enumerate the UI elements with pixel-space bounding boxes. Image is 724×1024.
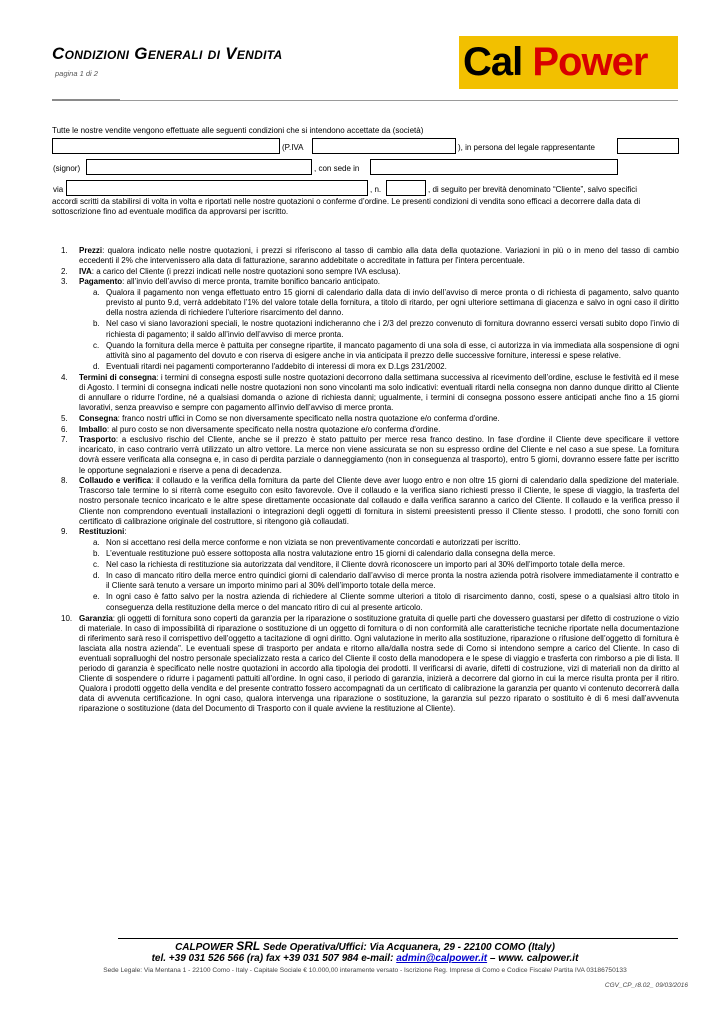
footer-legal: Sede Legale: Via Mentana 1 - 22100 Como - Italy - Capitale Sociale € 10.000,00 interamente versato - Iscrizione Reg. Imprese di Como e Codice Fiscale/ Partita IVA 03186750133	[103, 967, 627, 974]
condition-title: Imballo	[79, 424, 108, 434]
sede-label: , con sede in	[314, 164, 360, 173]
condition-title: Garanzia	[79, 613, 113, 623]
street-number-label: , n.	[370, 185, 382, 194]
cliente-label: , di seguito per brevità denominato “Cliente”, salvo specifici	[428, 185, 637, 194]
document-code: CGV_CP_r8.02_ 09/03/2016	[604, 982, 688, 989]
header-divider-accent	[52, 99, 120, 101]
condition-item	[52, 425, 679, 435]
condition-text: : a carico del Cliente (i prezzi indicati nelle nostre quotazioni sono sempre IVA esclusa).	[91, 266, 401, 276]
condition-title: Pagamento	[79, 277, 123, 287]
condition-subitem	[52, 560, 679, 570]
piva-label: (P.IVA	[282, 143, 304, 152]
condition-item	[52, 373, 679, 413]
sede-field[interactable]	[370, 159, 618, 175]
subitem-text: Nel caso la richiesta di restituzione sia autorizzata dal venditore, il Cliente dovrà riconoscere un importo pari al 30% dell’importo totale della merce.	[106, 560, 625, 570]
condition-title: IVA	[79, 266, 92, 276]
page-number: pagina 1 di 2	[55, 69, 98, 78]
condition-subitem	[52, 362, 679, 372]
form-tail-text: accordi scritti da stabilirsi di volta in volta e riportati nelle nostre quotazioni o conferme d’ordine. Le presenti condizioni di vendita sono efficaci a decorrere dalla data di sottoscrizione fino ad eventuale modifica da approvarsi per iscritto.	[52, 197, 641, 216]
subitem-text: Qualora il pagamento non venga effettuato entro 15 giorni di calendario dalla data di invio dell’avviso di merce pronta o di richiesta di pagamento, salvo quanto previsto al punto 9.d, verrà addebitato l’1% del valore totale della fornitura, a titolo di ritardo, per ogni ulteriore settimana di giacenza e salvo in ogni caso il diritto della nostra azienda di richiedere l’ulteriore risarcimento del danno.	[106, 288, 679, 318]
subitem-letter: a.	[93, 537, 100, 547]
condition-number: 8.	[61, 476, 68, 486]
footer-company: CALPOWER	[175, 942, 234, 953]
condition-item	[52, 414, 679, 424]
condition-number: 6.	[61, 424, 68, 434]
condition-title: Restituzioni	[79, 527, 125, 537]
subitem-letter: a.	[93, 288, 100, 298]
condition-item	[52, 614, 679, 715]
condition-subitem	[52, 592, 679, 612]
condition-text: : i termini di consegna esposti sulle nostre quotazioni decorrono dalla settimana successiva al ricevimento dell’ordine, escluse le festività ed il mese di Agosto. I termini di consegna indicati nelle nostre quotazioni non sono vincolanti ma solo indicativi: eventuali ritardi nella consegna non danno dunque diritto al Cliente di annullare o ridurre l'ordine, né a qualsiasi domanda o azione di richiesta danni; ugualmente, i termini di consegna possono essere anticipati anche fino a 15 giorni lavorativi, senza preavviso e sempre con pagamento all’invio dell’avviso di merce pronta.	[79, 372, 679, 413]
footer-address-line	[52, 939, 678, 953]
condition-number: 9.	[61, 527, 68, 537]
condition-text: : il collaudo e la verifica della fornitura da parte del Cliente deve aver luogo entro e non oltre 15 giorni di calendario dalla spedizione del materiale. Trascorso tale termine lo si riterrà come eseguito con esito favorevole. Ove il collaudo e la verifica siano richiesti presso il Cliente, le spese di viaggio, la trasferta del nostro personale tecnico incaricato e le altre spese direttamente occasionate dal collaudo e dalla verifica saranno a carico del Cliente. Il collaudo e la verifica presso il Cliente non comprendono eventuali installazioni o integrazioni degli oggetti di fornitura in sistemi preesistenti presso il Cliente stesso. I prodotti, che sono forniti con certificato di calibrazione originale del costruttore, si ritengono già collaudati.	[79, 476, 679, 526]
subitem-letter: b.	[93, 319, 100, 329]
condition-subitem	[52, 571, 679, 591]
conditions-list	[52, 246, 679, 715]
condition-text: : a esclusivo rischio del Cliente, anche se il prezzo è stato pattuito per merce resa franco destino. In fase d'ordine il Cliente deve specificare il vettore incaricato, in caso contrario verrà utilizzato un altro vettore. La merce non viene assicurata se non su espresso ordine del Cliente e nel caso a sue spese. La fornitura dovrà essere verificata alla consegna e, in caso di perdita parziale o danneggiamento (non in conseguenza al trasporto), entro 5 giorni, dovranno essere fatte per iscritto le opportune segnalazioni e riserve a pena di decadenza.	[79, 435, 679, 475]
condition-number: 1.	[61, 246, 68, 255]
condition-title: Consegna	[79, 413, 118, 423]
condition-subitem	[52, 549, 679, 559]
condition-subitem	[52, 341, 679, 361]
page-title: Condizioni Generali di Vendita	[52, 44, 283, 63]
condition-number: 5.	[61, 413, 68, 423]
condition-title: Termini di consegna	[79, 372, 157, 382]
company-field[interactable]	[52, 138, 280, 154]
condition-text: :	[124, 527, 127, 537]
via-label: via	[53, 185, 64, 194]
condition-subitem	[52, 538, 679, 548]
condition-title: Collaudo e verifica	[79, 476, 152, 486]
subitem-letter: d.	[93, 361, 100, 371]
footer-srl: SRL	[236, 939, 261, 953]
legal-rep-field[interactable]	[617, 138, 679, 154]
subitem-text: Quando la fornitura della merce è pattuita per consegne ripartite, il mancato pagamento di una sola di esse, ci autorizza in via immediata alla sospensione di ogni attività sino al pagamento del dovuto e con riserva di esigere anche in via anticipata il prezzo delle successive forniture, interessi e spese relative.	[106, 340, 679, 360]
via-field[interactable]	[66, 180, 368, 196]
condition-text: : qualora indicato nelle nostre quotazioni, i prezzi si riferiscono al tasso di cambio alla data della quotazione. Variazioni in più o in meno del tasso di cambio eccedenti il 2% che intervenissero alla data di fatturazione, saranno addebitate o accreditate in fattura per l'intera percentuale.	[79, 246, 679, 266]
condition-item	[52, 267, 679, 277]
footer-contacts-line	[52, 953, 678, 964]
subitem-text: In ogni caso è fatto salvo per la nostra azienda di richiedere al Cliente somme ulteriori a titolo di risarcimento danno, costi, spese o a qualsiasi altro titolo in conseguenza della restituzione della merce o del mancato ritiro di cui al presente articolo.	[106, 592, 679, 612]
logo-part-power: Power	[532, 40, 648, 84]
condition-item	[52, 277, 679, 287]
piva-field[interactable]	[312, 138, 456, 154]
street-number-field[interactable]	[386, 180, 426, 196]
subitem-text: Eventuali ritardi nei pagamenti comporteranno l'addebito di interessi di mora ex D.Lgs 231/2002.	[106, 361, 447, 371]
condition-item	[52, 435, 679, 475]
condition-item	[52, 527, 679, 537]
condition-text: : gli oggetti di fornitura sono coperti da garanzia per la riparazione o sostituzione gratuita di quelle parti che dovessero guastarsi per difetto di costruzione o vizio di materiale. In caso di impossibilità di riparazione o sostituzione di un oggetto di fornitura o di non conformità alle caratteristiche tecniche riportate nella documentazione di riferimento sarà reso il corrispettivo dell’oggetto a tacitazione di ogni diritto. Ogni valutazione in merito alla sostituzione, riparazione o rifusione dell’oggetto di fornitura è lasciata alla nostra azienda". Le eventuali spese di trasporto per andata e ritorno alla/dalla nostra sede di Como si intendono sempre a carico del Cliente. In caso di eventuali sopralluoghi del nostro personale specializzato resta a carico del Cliente il costo della manodopera e le spese di viaggio e trasferta con rimborso a pie di lista. Il periodo di garanzia è specificato nelle nostre quotazioni in accordo alla tipologia dei prodotti. Il verificarsi di avarie, difetti di costruzione, vizi di materiali non da diritto al Cliente di sospendere o ridurre i pagamenti pattuiti all'ordine. In ogni caso, il periodo di garanzia, inizierà a decorrere dal giorno in cui la merce risulta pronta per il ritiro. Qualora i prodotti oggetto della vendita e del presente contratto fossero accompagnati da un certificato di calibrazione la garanzia per quanto vi contenuto decorrerà dalla data di avvenuta certificazione. In ogni caso, qualora intervenga una riparazione o sostituzione, la garanzia sul pezzo riparato o sostituito è di 6 mesi dall’avvenuta riparazione o sostituzione (data del Documento di Trasporto con il quale avviene la restituzione al Cliente).	[79, 613, 679, 714]
logo-part-cal: Cal	[463, 40, 523, 84]
subitem-text: Nel caso vi siano lavorazioni speciali, le nostre quotazioni indicheranno che i 2/3 del prezzo convenuto di fornitura dovranno esserci versati subito dopo l’invio di richiesta di pagamento; il saldo all’invio dell’avviso di merce pronta.	[106, 319, 679, 339]
footer-phone-fax: tel. +39 031 526 566 (ra) fax +39 031 507 984 e-mail:	[151, 953, 394, 964]
condition-item	[52, 246, 679, 266]
condition-number: 4.	[61, 372, 68, 382]
subitem-text: Non si accettano resi della merce conforme e non viziata se non preventivamente concordati e autorizzati per iscritto.	[106, 537, 521, 547]
condition-text: : all’invio dell’avviso di merce pronta, tramite bonifico bancario anticipato.	[122, 277, 381, 287]
footer-address: Sede Operativa/Uffici: Via Acquanera, 29 - 22100 COMO (Italy)	[262, 942, 555, 953]
subitem-letter: b.	[93, 549, 100, 559]
form-intro: Tutte le nostre vendite vengono effettuate alle seguenti condizioni che si intendono accettate da (società)	[52, 126, 424, 135]
subitem-letter: e.	[93, 592, 100, 602]
footer-website: – www. calpower.it	[489, 953, 579, 964]
signor-label: (signor)	[53, 164, 81, 173]
condition-item	[52, 476, 679, 526]
condition-number: 10.	[61, 613, 73, 623]
subitem-letter: d.	[93, 571, 100, 581]
condition-text: : franco nostri uffici in Como se non diversamente specificato nella nostra quotazione e/o conferma d'ordine.	[117, 413, 500, 423]
subitem-text: L’eventuale restituzione può essere sottoposta alla nostra valutazione entro 15 giorni di calendario dalla consegna della merce.	[106, 549, 556, 559]
condition-number: 3.	[61, 277, 68, 287]
condition-number: 7.	[61, 435, 68, 445]
header-divider	[52, 100, 678, 101]
calpower-logo	[459, 36, 678, 89]
condition-title: Prezzi	[79, 246, 103, 255]
subitem-text: In caso di mancato ritiro della merce entro quindici giorni di calendario dall’avviso di merce pronta la nostra azienda potrà risolvere immediatamente il contratto e il Cliente sarà tenuto a versare un importo minimo pari al 30% dell’importo totale della merce.	[106, 571, 679, 591]
subitem-letter: c.	[93, 340, 100, 350]
condition-title: Trasporto	[79, 435, 116, 445]
condition-text: : al puro costo se non diversamente specificato nella nostra quotazione e/o conferma d'ordine.	[107, 424, 441, 434]
signor-field[interactable]	[86, 159, 312, 175]
condition-subitem	[52, 288, 679, 318]
condition-number: 2.	[61, 266, 68, 276]
condition-subitem	[52, 319, 679, 339]
subitem-letter: c.	[93, 560, 100, 570]
legal-rep-label: ), in persona del legale rappresentante	[458, 143, 595, 152]
footer-email-link[interactable]: admin@calpower.it	[396, 953, 488, 964]
